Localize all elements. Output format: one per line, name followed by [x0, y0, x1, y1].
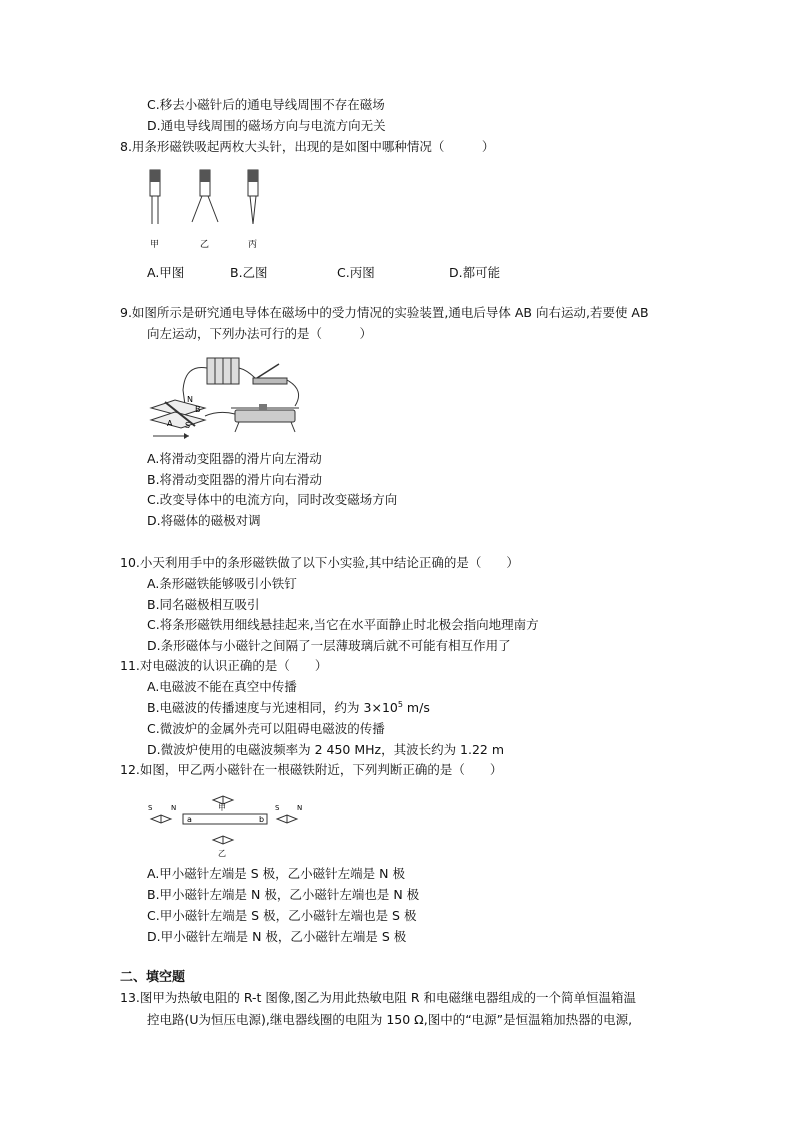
q12-option-b: B.甲小磁针左端是 N 极，乙小磁针左端也是 N 极	[147, 887, 420, 902]
q12-label-yi: 乙	[218, 849, 226, 858]
q11-option-a: A.电磁波不能在真空中传播	[147, 679, 297, 694]
q8-label-bing: 丙	[248, 240, 258, 250]
q12-right-n: N	[297, 804, 303, 812]
q13-stem: 13.图甲为热敏电阻的 R-t 图像,图乙为用此热敏电阻 R 和电磁继电器组成的一个简单恒温箱温	[120, 990, 637, 1005]
q11-option-c: C.微波炉的金属外壳可以阻碍电磁波的传播	[147, 721, 385, 736]
section-heading-fill-in: 二、填空题	[120, 970, 186, 985]
q8-stem: 8.用条形磁铁吸起两枚大头针，出现的是如图中哪种情况（ ）	[120, 139, 495, 154]
q8-label-jia: 甲	[150, 240, 160, 250]
q10-option-a: A.条形磁铁能够吸引小铁钉	[147, 576, 297, 591]
q10-option-b: B.同名磁极相互吸引	[147, 597, 260, 612]
q11-option-b: B.电磁波的传播速度与光速相同，约为 $3\times 10^5$ m/s	[147, 699, 430, 715]
q12-label-b: b	[259, 815, 265, 824]
q12-label-jia: 甲	[218, 803, 226, 812]
q12-label-a: a	[187, 815, 192, 824]
q8-label-yi: 乙	[200, 240, 210, 250]
q13-stem-cont: 控电路(U为恒压电源),继电器线圈的电阻为 150 Ω,图中的“电源”是恒温箱加热器的电源,	[147, 1012, 633, 1027]
q8-figure	[140, 164, 270, 254]
q9-label-n: N	[187, 395, 193, 404]
q8-choice-d: D.都可能	[449, 265, 501, 280]
q12-figure	[145, 788, 310, 860]
q9-stem: 9.如图所示是研究通电导体在磁场中的受力情况的实验装置,通电后导体 AB 向右运动,若要使 AB	[120, 305, 649, 320]
q11-option-d: D.微波炉使用的电磁波频率为 2 450 MHz，其波长约为 1.22 m	[147, 742, 505, 757]
q9-stem-cont: 向左运动，下列办法可行的是（ ）	[147, 326, 373, 341]
q12-right-s: S	[275, 804, 280, 812]
q12-option-a: A.甲小磁针左端是 S 极，乙小磁针左端是 N 极	[147, 866, 405, 881]
q7-option-d: D.通电导线周围的磁场方向与电流方向无关	[147, 118, 386, 133]
q8-choice-c: C.丙图	[337, 265, 375, 280]
q9-label-b: B	[195, 405, 201, 414]
q9-option-a: A.将滑动变阻器的滑片向左滑动	[147, 451, 322, 466]
q10-stem: 10.小天利用手中的条形磁铁做了以下小实验,其中结论正确的是（ ）	[120, 555, 519, 570]
q11-stem: 11.对电磁波的认识正确的是（ ）	[120, 658, 328, 673]
q9-label-s: S	[185, 421, 191, 430]
q12-left-n: N	[171, 804, 177, 812]
q12-option-c: C.甲小磁针左端是 S 极，乙小磁针左端也是 S 极	[147, 908, 417, 923]
q12-stem: 12.如图，甲乙两小磁针在一根磁铁附近，下列判断正确的是（ ）	[120, 762, 503, 777]
q10-option-c: C.将条形磁铁用细线悬挂起来,当它在水平面静止时北极会指向地理南方	[147, 617, 539, 632]
q12-option-d: D.甲小磁针左端是 N 极，乙小磁针左端是 S 极	[147, 929, 407, 944]
q9-option-d: D.将磁体的磁极对调	[147, 513, 261, 528]
q12-left-s: S	[148, 804, 153, 812]
q8-choice-a: A.甲图	[147, 265, 185, 280]
q7-option-c: C.移去小磁针后的通电导线周围不存在磁场	[147, 97, 385, 112]
q9-option-c: C.改变导体中的电流方向，同时改变磁场方向	[147, 492, 398, 507]
q9-label-a: A	[167, 419, 173, 428]
q9-option-b: B.将滑动变阻器的滑片向右滑动	[147, 472, 323, 487]
q9-apparatus-figure	[145, 350, 315, 442]
q10-option-d: D.条形磁体与小磁针之间隔了一层薄玻璃后就不可能有相互作用了	[147, 638, 511, 653]
q8-choice-b: B.乙图	[230, 265, 268, 280]
